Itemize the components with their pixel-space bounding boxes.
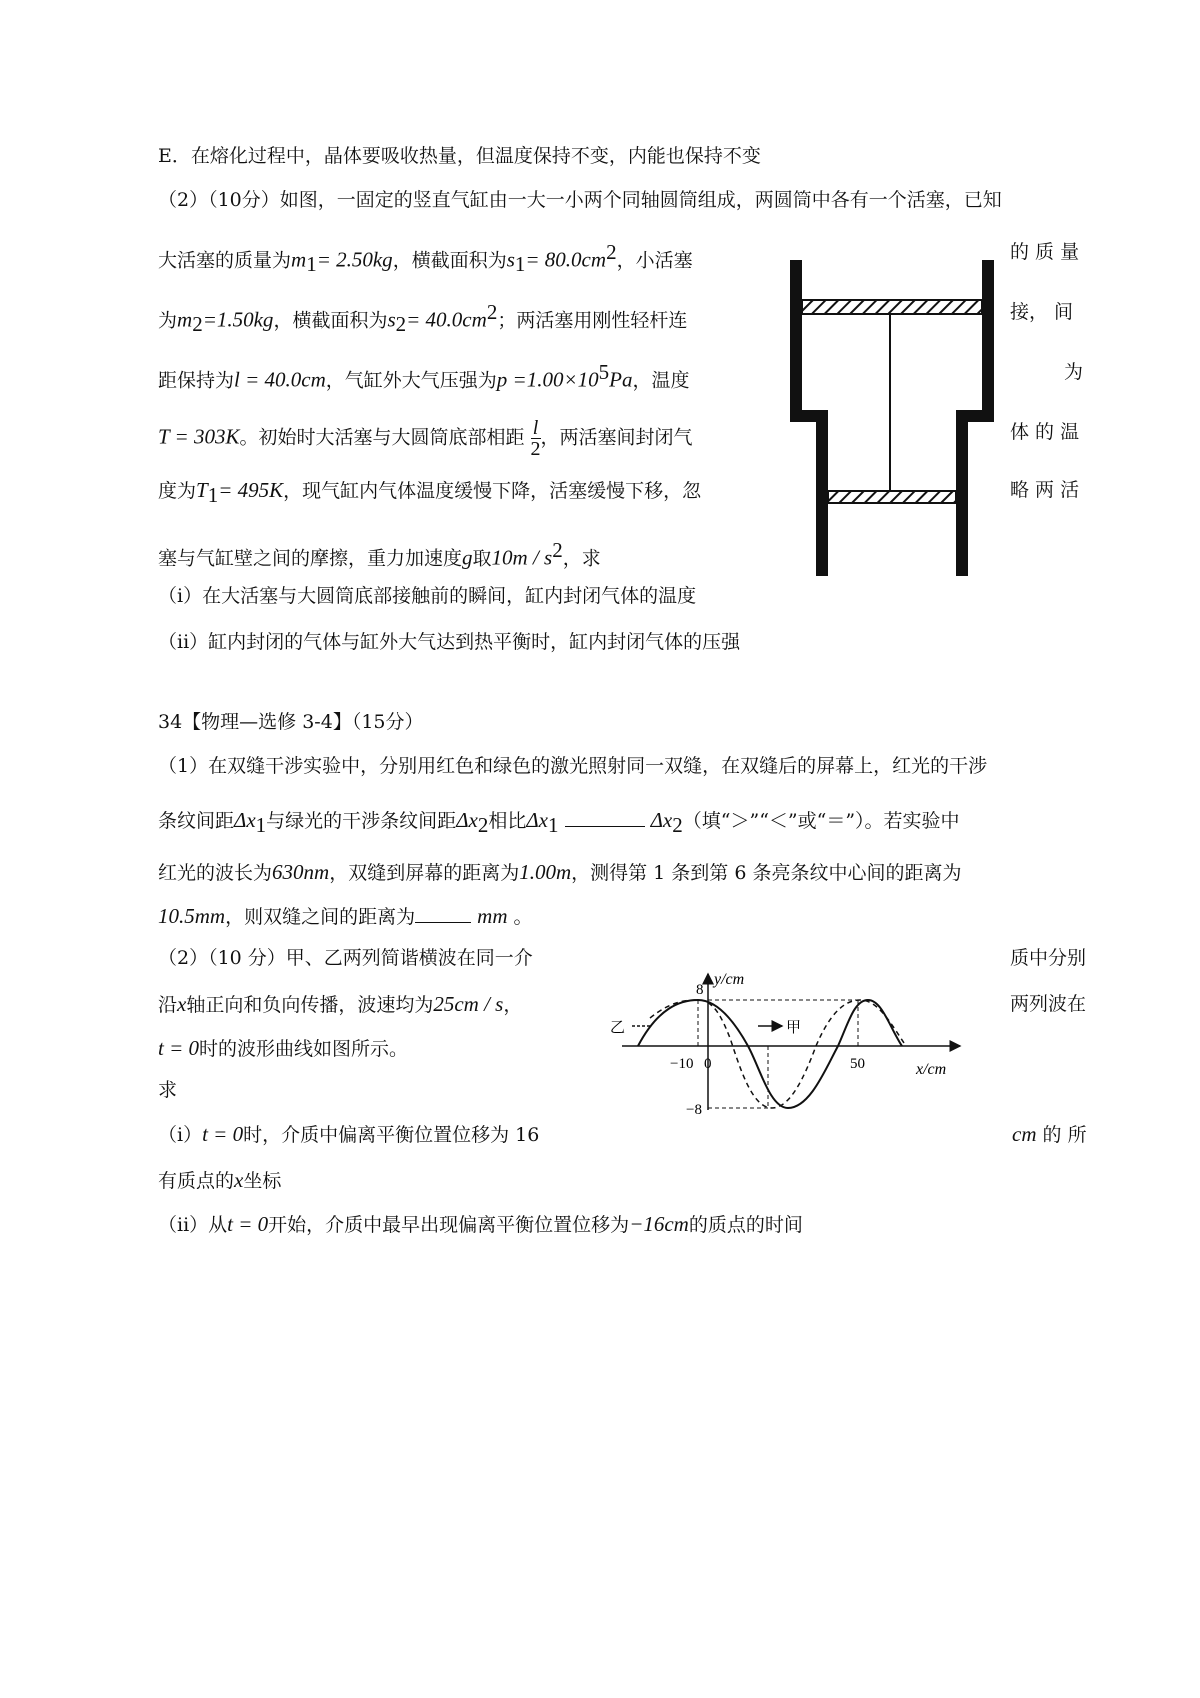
q33-line5: 距保持为l = 40.0cm，气缸外大气压强为$p =1.00\times 10^5Pa$，温度 <box>158 360 690 392</box>
x-50-label: 50 <box>850 1056 865 1072</box>
q33-line5-right: 为 <box>1064 361 1084 383</box>
q33-part2-intro: （2）（10分）如图，一固定的竖直气缸由一大一小两个同轴圆筒组成，两圆筒中各有一个活塞，已知 <box>158 189 1002 211</box>
q33-line4: 为$m_2=1.50kg$，横截面积为$s_2= 40.0cm^2$；两活塞用刚性轻杆连 <box>158 300 688 337</box>
q33-line7: 度为$T_1= 495K$，现气缸内气体温度缓慢下降，活塞缓慢下移，忽 <box>158 478 702 507</box>
q33-line8: 塞与气缸壁之间的摩擦，重力加速度g取$10m / s^2$，求 <box>158 538 601 570</box>
q34-p2-line2: 沿x轴正向和负向传播，波速均为25cm / s， <box>158 992 523 1016</box>
x-axis-label: x/cm <box>916 1061 947 1078</box>
q34-p2-line2-right: 两列波在 <box>1010 993 1087 1015</box>
q33-question-ii: （ii）缸内封闭的气体与缸外大气达到热平衡时，缸内封闭气体的压强 <box>158 631 741 653</box>
wave-jia-label: 甲 <box>786 1020 802 1036</box>
q34-p2-line3: t = 0时的波形曲线如图所示。 <box>158 1036 409 1060</box>
q34-p2-line1-right: 质中分别 <box>1010 947 1087 969</box>
answer-blank-distance[interactable] <box>415 902 471 923</box>
q34-p2-line4: 求 <box>158 1079 178 1101</box>
x-neg-label: −10 <box>670 1056 694 1072</box>
y-max-label: 8 <box>696 982 704 998</box>
big-piston <box>802 300 982 314</box>
q34-question-i-right: cm 的 所 <box>1012 1122 1087 1146</box>
wave-yi-label: 乙 <box>610 1020 626 1036</box>
option-e-text: E．在熔化过程中，晶体要吸收热量，但温度保持不变，内能也保持不变 <box>158 145 761 167</box>
cylinder-diagram <box>790 258 1000 578</box>
q34-p1-line3: 红光的波长为630nm，双缝到屏幕的距离为1.00m，测得第 1 条到第 6 条亮条纹中心间的距离为 <box>158 860 962 884</box>
x-zero-label: 0 <box>704 1056 712 1072</box>
q34-question-i: （i）t = 0时，介质中偏离平衡位置位移为 16 <box>158 1122 540 1146</box>
q34-title: 34【物理—选修 3-4】（15分） <box>158 711 424 733</box>
q34-question-ii: （ii）从t = 0开始，介质中最早出现偏离平衡位置位移为−16cm的质点的时间 <box>158 1212 803 1236</box>
q33-line3: 大活塞的质量为$m_1= 2.50kg$，横截面积为$s_1= 80.0cm^2$，小活塞 <box>158 240 693 277</box>
q33-line4-right: 接， 间 <box>1010 301 1074 323</box>
y-min-label: −8 <box>686 1102 702 1118</box>
q34-p2-line1: （2）（10 分）甲、乙两列简谐横波在同一介 <box>158 947 533 969</box>
small-piston <box>828 491 956 503</box>
q33-line6: T = 303K。初始时大活塞与大圆筒底部相距 $\frac{l}{2}$ ，两活塞间封闭气 <box>158 417 693 460</box>
q34-question-i-line2: 有质点的x坐标 <box>158 1168 282 1192</box>
wave-graph <box>610 968 970 1126</box>
q33-line7-right: 略 两 活 <box>1010 479 1080 501</box>
q34-p1-line2: 条纹间距$\Delta x_1$与绿光的干涉条纹间距$\Delta x_2$相比$\Delta x_1$ $\Delta x_2$（填“＞”“＜”或“＝”）。若实验中 <box>158 808 960 837</box>
answer-blank-compare[interactable] <box>565 806 645 827</box>
fraction-l-over-2: $\frac{l}{2}$ <box>530 417 541 460</box>
q33-question-i: （i）在大活塞与大圆筒底部接触前的瞬间，缸内封闭气体的温度 <box>158 585 697 607</box>
wave-jia <box>638 1000 902 1108</box>
q33-line3-right: 的 质 量 <box>1010 241 1080 263</box>
wave-yi <box>650 1000 906 1108</box>
y-axis-label: y/cm <box>714 971 745 988</box>
q34-p1-line4: 10.5mm，则双缝之间的距离为 mm 。 <box>158 904 533 928</box>
q33-line6-right: 体 的 温 <box>1010 421 1080 443</box>
q34-p1-line1: （1）在双缝干涉实验中，分别用红色和绿色的激光照射同一双缝，在双缝后的屏幕上，红光的干涉 <box>158 755 988 777</box>
